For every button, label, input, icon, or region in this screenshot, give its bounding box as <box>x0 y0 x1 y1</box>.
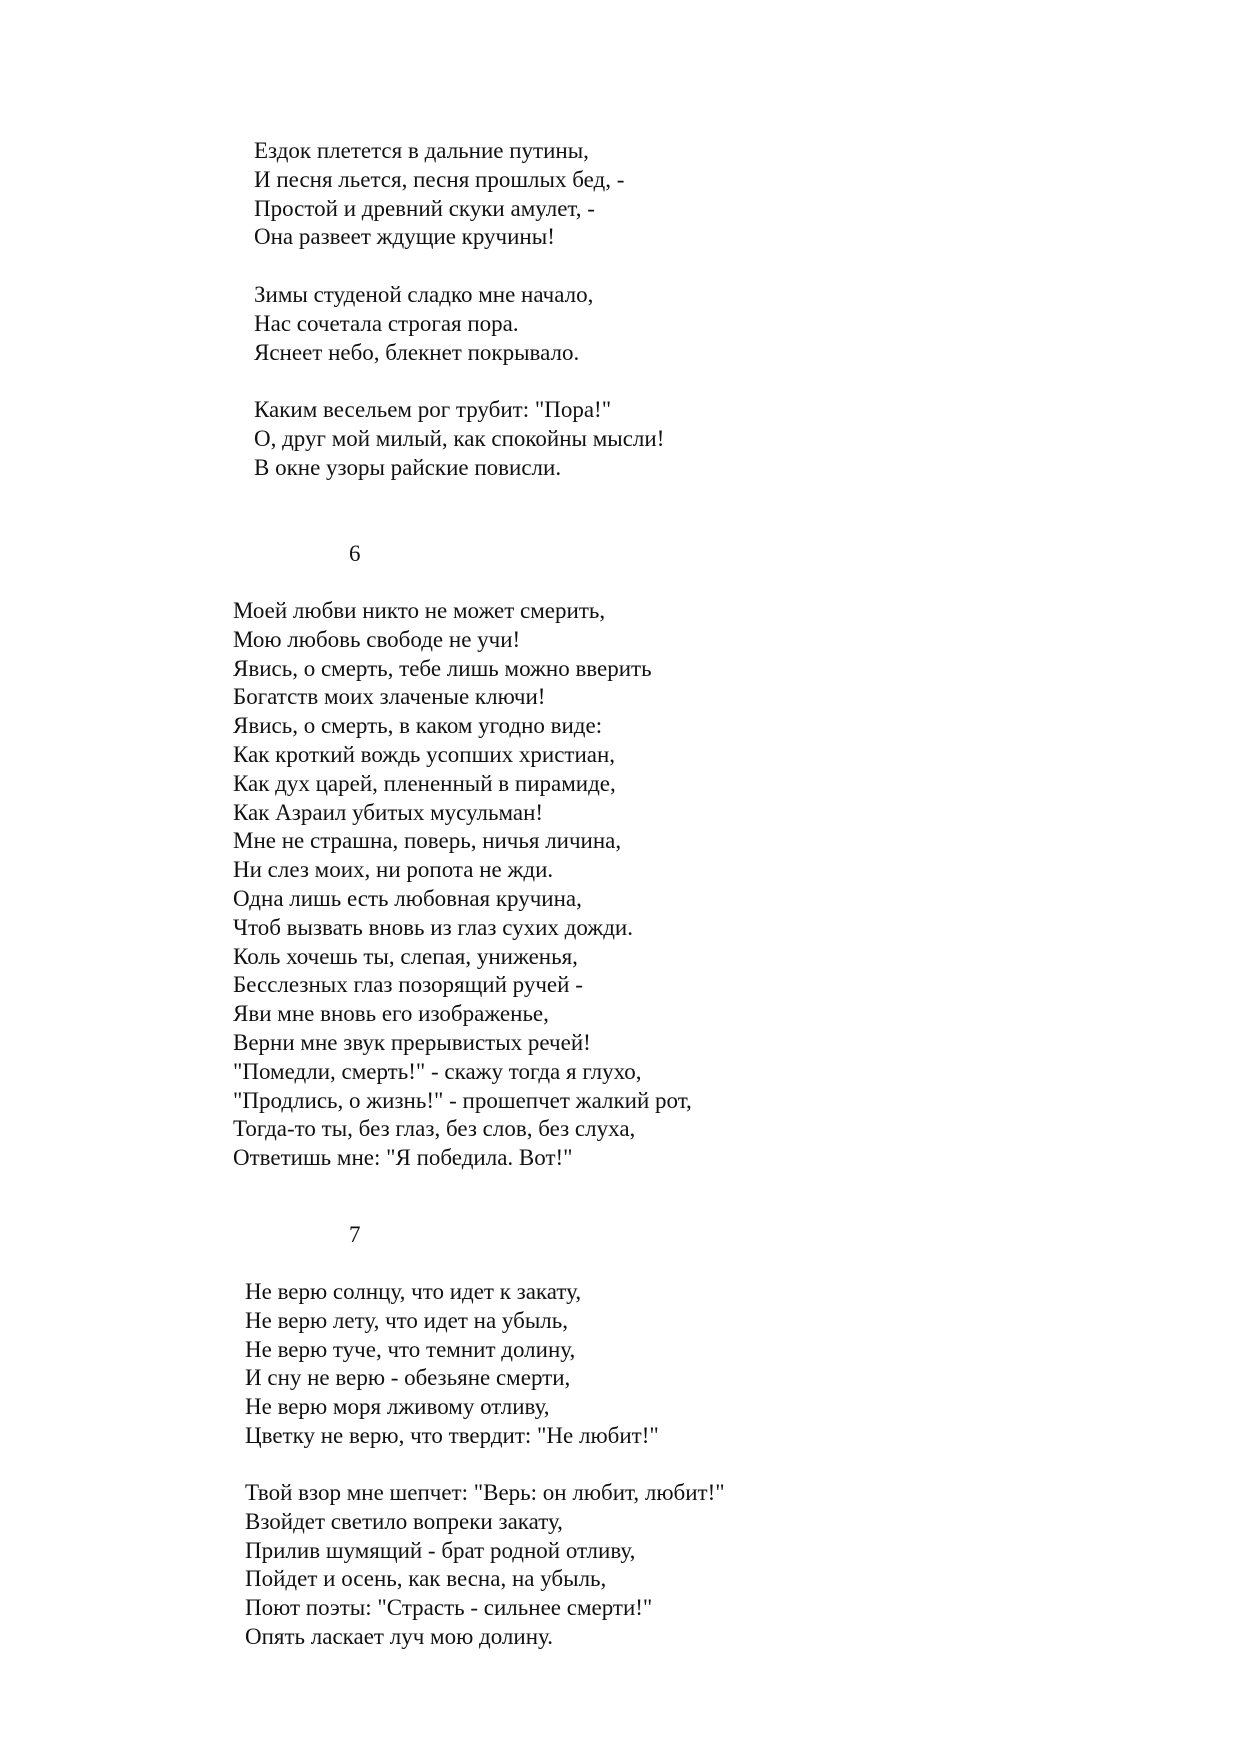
verse-line: В окне узоры райские повисли. <box>254 454 562 480</box>
verse-line: Зимы студеной сладко мне начало, <box>254 282 594 307</box>
verse-line: Ездок плетется в дальние путины, <box>254 138 589 163</box>
verse-line: Поют поэты: "Страсть - сильнее смерти!" <box>245 1595 653 1621</box>
verse-line: Каким весельем рог трубит: "Пора!" <box>254 397 612 422</box>
verse-line: Богатств моих злаченые ключи! <box>233 684 546 710</box>
verse-line: Взойдет светило вопреки закату, <box>245 1508 563 1534</box>
verse-line: Опять ласкает луч мою долину. <box>245 1623 553 1649</box>
verse-line: Моей любви никто не может смерить, <box>233 598 606 623</box>
verse-line: Не верю солнцу, что идет к закату, <box>245 1279 582 1304</box>
verse-line: Мне не страшна, поверь, ничья личина, <box>233 828 622 854</box>
verse-line: И песня льется, песня прошлых бед, - <box>254 166 625 192</box>
verse-line: И сну не верю - обезьяне смерти, <box>245 1365 571 1391</box>
verse-line: Твой взор мне шепчет: "Верь: он любит, любит!" <box>245 1480 725 1505</box>
verse-line: Коль хочешь ты, слепая, униженья, <box>233 943 578 969</box>
verse-line: Ответишь мне: "Я победила. Вот!" <box>233 1145 573 1171</box>
verse-line: Не верю туче, что темнит долину, <box>245 1336 576 1362</box>
verse-line: "Продлись, о жизнь!" - прошепчет жалкий рот, <box>233 1087 692 1113</box>
verse-line: Явись, о смерть, в каком угодно виде: <box>233 713 603 739</box>
verse-line: Не верю лету, что идет на убыль, <box>245 1307 568 1333</box>
verse-line: "Помедли, смерть!" - скажу тогда я глухо, <box>233 1058 642 1084</box>
verse-line: Яви мне вновь его изображенье, <box>233 1001 549 1027</box>
verse-line: Яснеет небо, блекнет покрывало. <box>254 339 580 365</box>
verse-line: Пойдет и осень, как весна, на убыль, <box>245 1566 607 1592</box>
verse-line: О, друг мой милый, как спокойны мысли! <box>254 425 665 451</box>
verse-line: Тогда-то ты, без глаз, без слов, без слуха, <box>233 1116 636 1142</box>
verse-line: Простой и древний скуки амулет, - <box>254 195 595 221</box>
stanza <box>233 597 692 1173</box>
verse-line: Одна лишь есть любовная кручина, <box>233 885 582 911</box>
verse-line: Верни мне звук прерывистых речей! <box>233 1029 591 1055</box>
verse-line: Она развеет ждущие кручины! <box>254 224 555 250</box>
verse-line: Цветку не верю, что твердит: "Не любит!" <box>245 1422 659 1448</box>
stanza <box>254 137 624 252</box>
stanza <box>245 1479 725 1652</box>
verse-line: Мою любовь свободе не учи! <box>233 626 521 652</box>
verse-line: Как кроткий вождь усопших христиан, <box>233 741 616 767</box>
verse-line: Как дух царей, плененный в пирамиде, <box>233 770 616 796</box>
poem-number: 6 <box>349 541 361 566</box>
verse-line: Прилив шумящий - брат родной отливу, <box>245 1537 636 1563</box>
stanza <box>245 1278 659 1451</box>
verse-line: Явись, о смерть, тебе лишь можно вверить <box>233 655 652 681</box>
verse-line: Бесслезных глаз позорящий ручей - <box>233 972 583 998</box>
verse-line: Нас сочетала строгая пора. <box>254 310 519 336</box>
verse-line: Не верю моря лживому отливу, <box>245 1394 550 1420</box>
verse-line: Чтоб вызвать вновь из глаз сухих дожди. <box>233 914 633 940</box>
poem-number: 7 <box>349 1222 361 1247</box>
verse-line: Ни слез моих, ни ропота не жди. <box>233 857 554 883</box>
stanza <box>254 281 593 367</box>
verse-line: Как Азраил убитых мусульман! <box>233 799 544 825</box>
stanza <box>254 396 664 482</box>
